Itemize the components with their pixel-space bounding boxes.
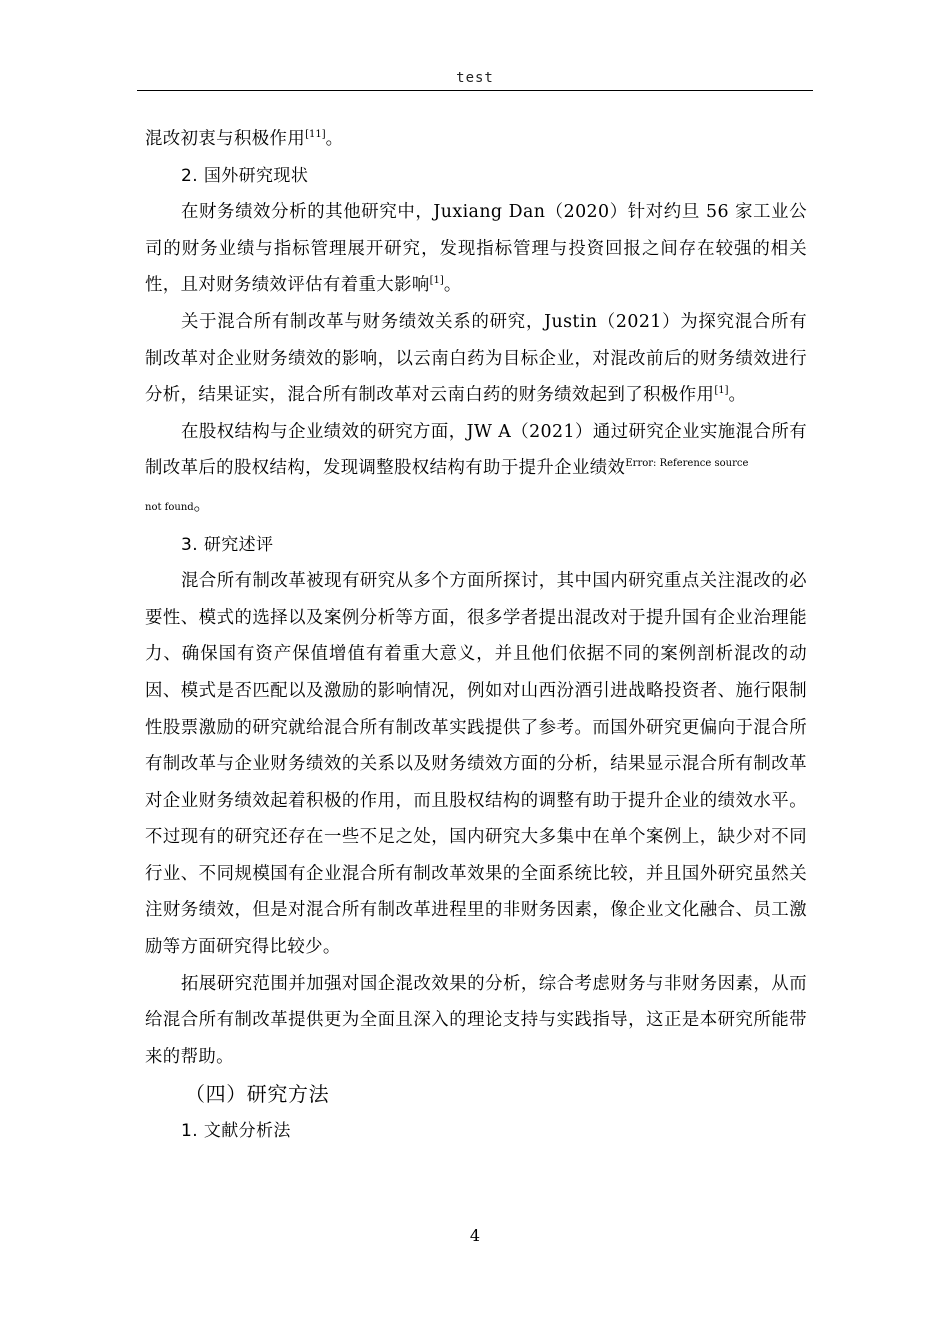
paragraph-end: 。 — [325, 129, 344, 149]
page-body — [145, 121, 807, 1150]
citation-ref: [1] — [714, 385, 729, 397]
paragraph-jwa — [145, 414, 807, 527]
paragraph-juxiang — [145, 194, 807, 304]
subheading-research-review: 3. 研究述评 — [181, 534, 274, 555]
reference-error-text-cont: not found — [145, 501, 194, 513]
paragraph-end: 。 — [728, 385, 747, 406]
paragraph-end: 。 — [193, 494, 212, 515]
paragraph-extension: 拓展研究范围并加强对国企混改效果的分析，综合考虑财务与非财务因素，从而给混合所有制改革提供更为全面且深入的理论支持与实践指导，这正是本研究所能带来的帮助。 — [145, 973, 807, 1067]
paragraph-justin — [145, 304, 807, 414]
paragraph-review: 混合所有制改革被现有研究从多个方面所探讨，其中国内研究重点关注混改的必要性、模式的选择以及案例分析等方面，很多学者提出混改对于提升国有企业治理能力、确保国有资产保值增值有着重大意义，并且他们依据不同的案例剖析混改的动因、模式是否匹配以及激励的影响情况，例如对山西汾酒引进战略投资者、施行限制性股票激励的研究就给混合所有制改革实践提供了参考。而国外研究更偏向于混合所有制改革与企业财务绩效的关系以及财务绩效方面的分析，结果显示混合所有制改革对企业财务绩效起着积极的作用，而且股权结构的调整有助于提升企业的绩效水平。不过现有的研究还存在一些不足之处，国内研究大多集中在单个案例上，缺少对不同行业、不同规模国有企业混合所有制改革效果的全面系统比较，并且国外研究虽然关注财务绩效，但是对混合所有制改革进程里的非财务因素，像企业文化融合、员工激励等方面研究得比较少。 — [145, 571, 807, 958]
page-header: test — [456, 70, 494, 86]
header-rule — [137, 90, 813, 91]
paragraph-text: 混改初衷与积极作用 — [145, 129, 306, 149]
paragraph-text: 关于混合所有制改革与财务绩效关系的研究，Justin（2021）为探究混合所有制改革对企业财务绩效的影响，以云南白药为目标企业，对混改前后的财务绩效进行分析，结果证实，混合所有制改革对云南白药的财务绩效起到了积极作用 — [145, 311, 807, 406]
section-heading-research-methods: （四）研究方法 — [185, 1082, 330, 1107]
paragraph-text: 在股权结构与企业绩效的研究方面，JW A（2021）通过研究企业实施混合所有制改革后的股权结构，发现调整股权结构有助于提升企业绩效 — [145, 421, 807, 479]
subheading-foreign-research: 2. 国外研究现状 — [181, 165, 309, 186]
paragraph-continuation — [145, 121, 807, 158]
paragraph-end: 。 — [443, 275, 462, 296]
citation-ref: [11] — [305, 129, 326, 141]
reference-error-text: Error: Reference source — [625, 458, 749, 470]
page-number: 4 — [469, 1226, 481, 1245]
citation-ref: [1] — [429, 275, 444, 287]
subheading-literature-analysis: 1. 文献分析法 — [181, 1121, 291, 1142]
paragraph-text: 在财务绩效分析的其他研究中，Juxiang Dan（2020）针对约旦 56 家工业公司的财务业绩与指标管理展开研究，发现指标管理与投资回报之间存在较强的相关性，且对财务绩效评估有着重大影响 — [145, 202, 807, 296]
